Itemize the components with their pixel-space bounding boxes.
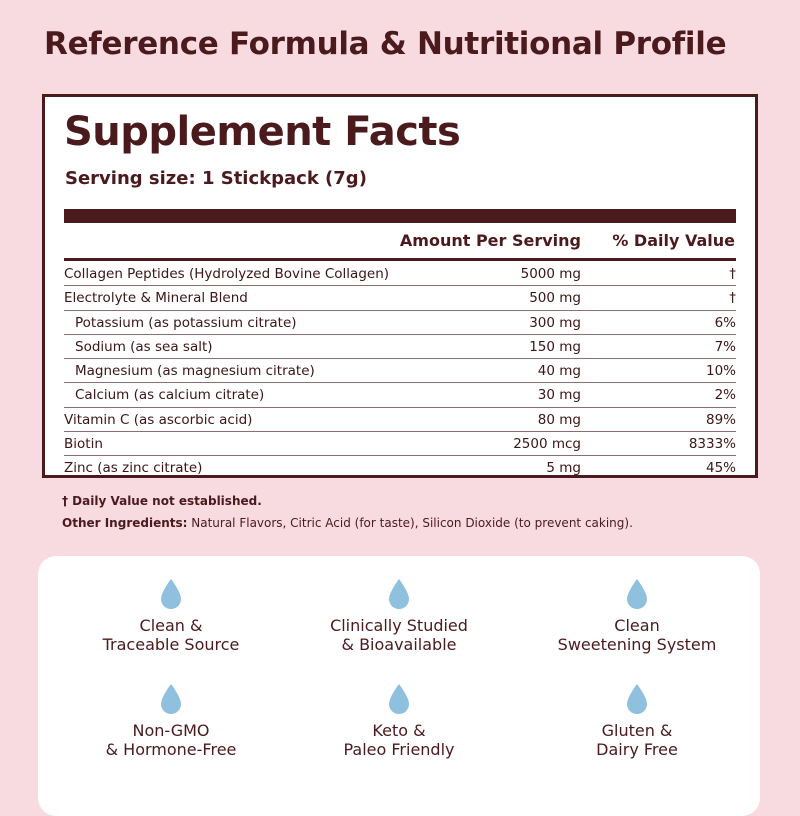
table-row xyxy=(64,359,736,383)
feature-item xyxy=(51,578,291,654)
feature-line: & Hormone-Free xyxy=(105,740,237,759)
feature-item xyxy=(279,683,519,759)
facts-title: Supplement Facts xyxy=(64,109,461,155)
table-row xyxy=(64,286,736,310)
feature-line: Traceable Source xyxy=(102,635,240,654)
nutrient-daily-value: 10% xyxy=(705,363,736,380)
feature-item xyxy=(51,683,291,759)
nutrient-name: Electrolyte & Mineral Blend xyxy=(64,290,248,307)
nutrient-daily-value: 7% xyxy=(714,338,736,355)
table-row xyxy=(64,262,736,286)
nutrient-daily-value: † xyxy=(729,290,736,307)
feature-line: Clean & xyxy=(139,616,203,635)
nutrient-amount: 30 mg xyxy=(537,387,581,404)
nutrient-daily-value: † xyxy=(729,266,736,282)
table-row xyxy=(64,335,736,359)
feature-line: Sweetening System xyxy=(557,635,717,654)
nutrient-name: Potassium (as potassium citrate) xyxy=(75,314,297,331)
table-row xyxy=(64,311,736,335)
thick-divider xyxy=(64,209,736,223)
serving-size: Serving size: 1 Stickpack (7g) xyxy=(65,168,367,189)
table-row xyxy=(64,432,736,456)
nutrient-amount: 2500 mcg xyxy=(513,436,581,453)
other-ingredients-text: Natural Flavors, Citric Acid (for taste), Silicon Dioxide (to prevent caking). xyxy=(187,516,633,530)
other-ingredients xyxy=(62,516,633,530)
nutrient-table xyxy=(64,262,736,480)
nutrient-amount: 80 mg xyxy=(537,411,581,428)
nutrient-amount: 500 mg xyxy=(529,290,581,307)
nutrient-name: Zinc (as zinc citrate) xyxy=(64,460,203,477)
nutrient-name: Collagen Peptides (Hydrolyzed Bovine Collagen) xyxy=(64,266,390,282)
nutrient-amount: 300 mg xyxy=(529,314,581,331)
nutrient-amount: 5000 mg xyxy=(520,266,581,282)
feature-item xyxy=(517,578,757,654)
nutrient-daily-value: 8333% xyxy=(688,436,736,453)
nutrient-daily-value: 2% xyxy=(714,387,736,404)
column-header-daily-value: % Daily Value xyxy=(612,231,735,250)
header-divider xyxy=(64,258,736,261)
nutrient-daily-value: 45% xyxy=(705,460,736,477)
water-drop-icon xyxy=(387,578,411,610)
nutrient-amount: 5 mg xyxy=(546,460,581,477)
feature-line: Gluten & xyxy=(601,721,673,740)
nutrient-amount: 40 mg xyxy=(537,363,581,380)
nutrient-daily-value: 89% xyxy=(705,411,736,428)
nutrient-name: Biotin xyxy=(64,436,103,453)
table-row xyxy=(64,456,736,479)
other-ingredients-label: Other Ingredients: xyxy=(62,516,188,530)
water-drop-icon xyxy=(159,683,183,715)
nutrient-amount: 150 mg xyxy=(529,338,581,355)
feature-line: Clinically Studied xyxy=(330,616,468,635)
supplement-facts-panel xyxy=(42,94,758,478)
feature-line: & Bioavailable xyxy=(341,635,457,654)
nutrient-name: Sodium (as sea salt) xyxy=(75,338,213,355)
water-drop-icon xyxy=(625,578,649,610)
features-card xyxy=(38,556,760,816)
water-drop-icon xyxy=(387,683,411,715)
feature-line: Non-GMO xyxy=(132,721,210,740)
nutrient-name: Vitamin C (as ascorbic acid) xyxy=(64,411,253,428)
table-row xyxy=(64,383,736,407)
feature-line: Keto & xyxy=(372,721,426,740)
feature-item xyxy=(279,578,519,654)
daily-value-footnote: † Daily Value not established. xyxy=(62,494,262,508)
table-row xyxy=(64,408,736,432)
water-drop-icon xyxy=(625,683,649,715)
feature-item xyxy=(517,683,757,759)
feature-line: Paleo Friendly xyxy=(343,740,455,759)
nutrient-name: Magnesium (as magnesium citrate) xyxy=(75,363,315,380)
page-heading: Reference Formula & Nutritional Profile xyxy=(44,26,727,62)
water-drop-icon xyxy=(159,578,183,610)
feature-line: Dairy Free xyxy=(596,740,678,759)
nutrient-name: Calcium (as calcium citrate) xyxy=(75,387,265,404)
nutrient-daily-value: 6% xyxy=(714,314,736,331)
column-header-amount: Amount Per Serving xyxy=(399,231,581,250)
feature-line: Clean xyxy=(614,616,660,635)
